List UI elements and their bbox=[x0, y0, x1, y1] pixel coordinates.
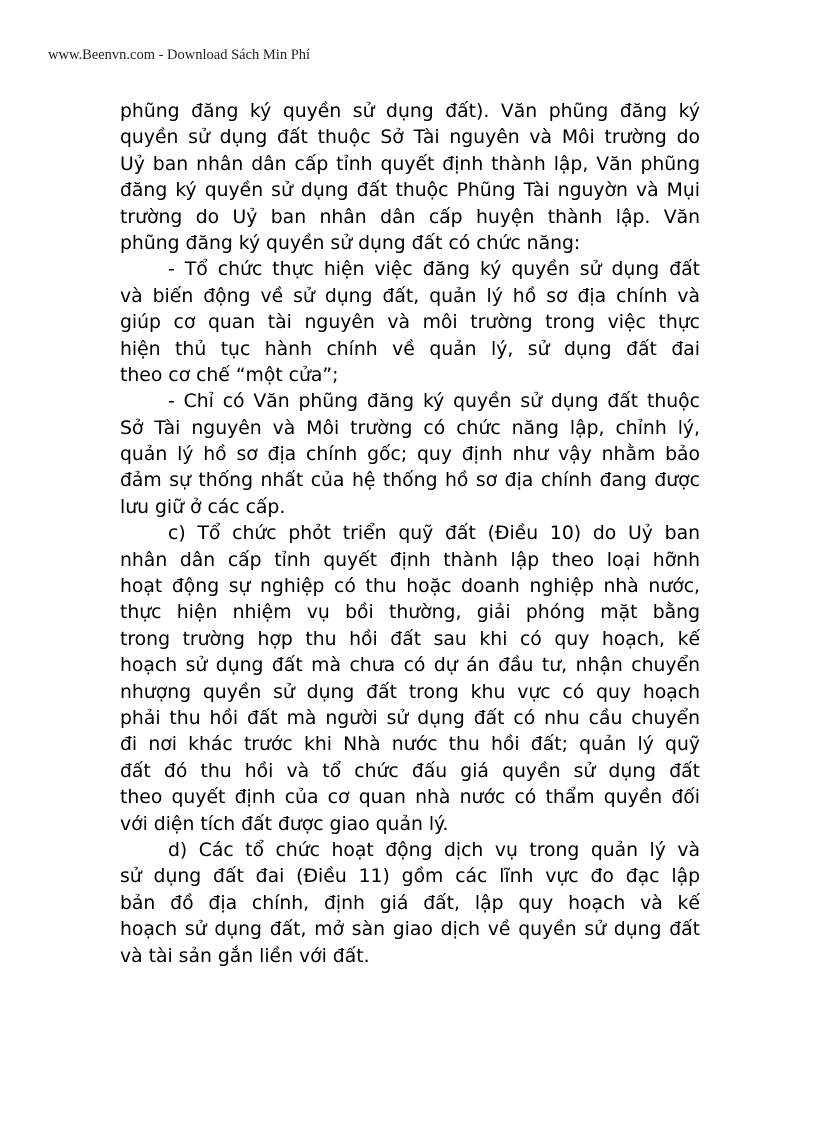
text-line: trong trường hợp thu hồi đất sau khi có quy hoạch, kế bbox=[120, 628, 700, 650]
page-header-source: www.Beenvn.com - Download Sách Min Phí bbox=[48, 47, 311, 63]
text-line: nhân dân cấp tỉnh quyết định thành lập theo loại hỡnh bbox=[120, 549, 700, 571]
text-line: Sở Tài nguyên và Môi trường có chức năng lập, chỉnh lý, bbox=[120, 417, 700, 439]
text-line: nhượng quyền sử dụng đất trong khu vực có quy hoạch bbox=[120, 681, 700, 703]
paragraph bbox=[120, 389, 700, 521]
text-line: đất đó thu hồi và tổ chức đấu giá quyền sử dụng đất bbox=[120, 760, 700, 782]
text-line: đi nơi khác trước khi Nhà nước thu hồi đất; quản lý quỹ bbox=[120, 734, 700, 756]
text-line: - Tổ chức thực hiện việc đăng ký quyền sử dụng đất bbox=[168, 259, 700, 281]
text-line: sử dụng đất đai (Điều 11) gồm các lĩnh vực đo đạc lập bbox=[120, 866, 700, 888]
text-line: thực hiện nhiệm vụ bồi thường, giải phóng mặt bằng bbox=[120, 602, 700, 624]
text-line: bản đồ địa chính, định giá đất, lập quy hoạch và kế bbox=[120, 892, 700, 914]
text-line: Uỷ ban nhân dân cấp tỉnh quyết định thành lập, Văn phũng bbox=[120, 153, 700, 175]
paragraph bbox=[120, 257, 700, 389]
text-line: theo cơ chế “một cửa”; bbox=[120, 364, 339, 386]
text-line: đảm sự thống nhất của hệ thống hồ sơ địa chính đang được bbox=[120, 470, 700, 492]
text-line: trường do Uỷ ban nhân dân cấp huyện thành lập. Văn bbox=[120, 206, 700, 228]
text-line: hoạt động sự nghiệp có thu hoặc doanh nghiệp nhà nước, bbox=[120, 576, 700, 598]
text-line: và tài sản gắn liền với đất. bbox=[120, 945, 370, 967]
text-line: hiện thủ tục hành chính về quản lý, sử dụng đất đai bbox=[120, 338, 700, 360]
text-line: phũng đăng ký quyền sử dụng đất). Văn phũng đăng ký bbox=[120, 101, 700, 122]
paragraph bbox=[120, 838, 700, 970]
text-line: d) Các tổ chức hoạt động dịch vụ trong quản lý và bbox=[168, 839, 700, 861]
text-line: phũng đăng ký quyền sử dụng đất có chức năng: bbox=[120, 232, 581, 254]
text-line: đăng ký quyền sử dụng đất thuộc Phũng Tài nguyờn và Mụi bbox=[120, 180, 700, 202]
text-line: phải thu hồi đất mà người sử dụng đất có nhu cầu chuyển bbox=[120, 707, 700, 729]
text-line: hoạch sử dụng đất, mở sàn giao dịch về quyền sử dụng đất bbox=[120, 919, 700, 941]
text-line: quản lý hồ sơ địa chính gốc; quy định như vậy nhằm bảo bbox=[120, 444, 700, 466]
text-line: - Chỉ có Văn phũng đăng ký quyền sử dụng đất thuộc bbox=[168, 391, 700, 413]
document-body bbox=[120, 99, 700, 970]
text-line: và biến động về sử dụng đất, quản lý hồ sơ địa chính và bbox=[120, 285, 700, 307]
text-line: c) Tổ chức phỏt triển quỹ đất (Điều 10) do Uỷ ban bbox=[168, 523, 700, 545]
text-line: hoạch sử dụng đất mà chưa có dự án đầu tư, nhận chuyển bbox=[120, 655, 700, 677]
text-line: giúp cơ quan tài nguyên và môi trường trong việc thực bbox=[120, 312, 700, 334]
paragraph bbox=[120, 99, 700, 257]
text-line: với diện tích đất được giao quản lý. bbox=[120, 813, 449, 835]
paragraph bbox=[120, 521, 700, 838]
text-line: lưu giữ ở các cấp. bbox=[120, 496, 286, 518]
text-line: theo quyết định của cơ quan nhà nước có thẩm quyền đối bbox=[120, 787, 700, 809]
text-line: quyền sử dụng đất thuộc Sở Tài nguyên và Môi trường do bbox=[120, 127, 700, 149]
